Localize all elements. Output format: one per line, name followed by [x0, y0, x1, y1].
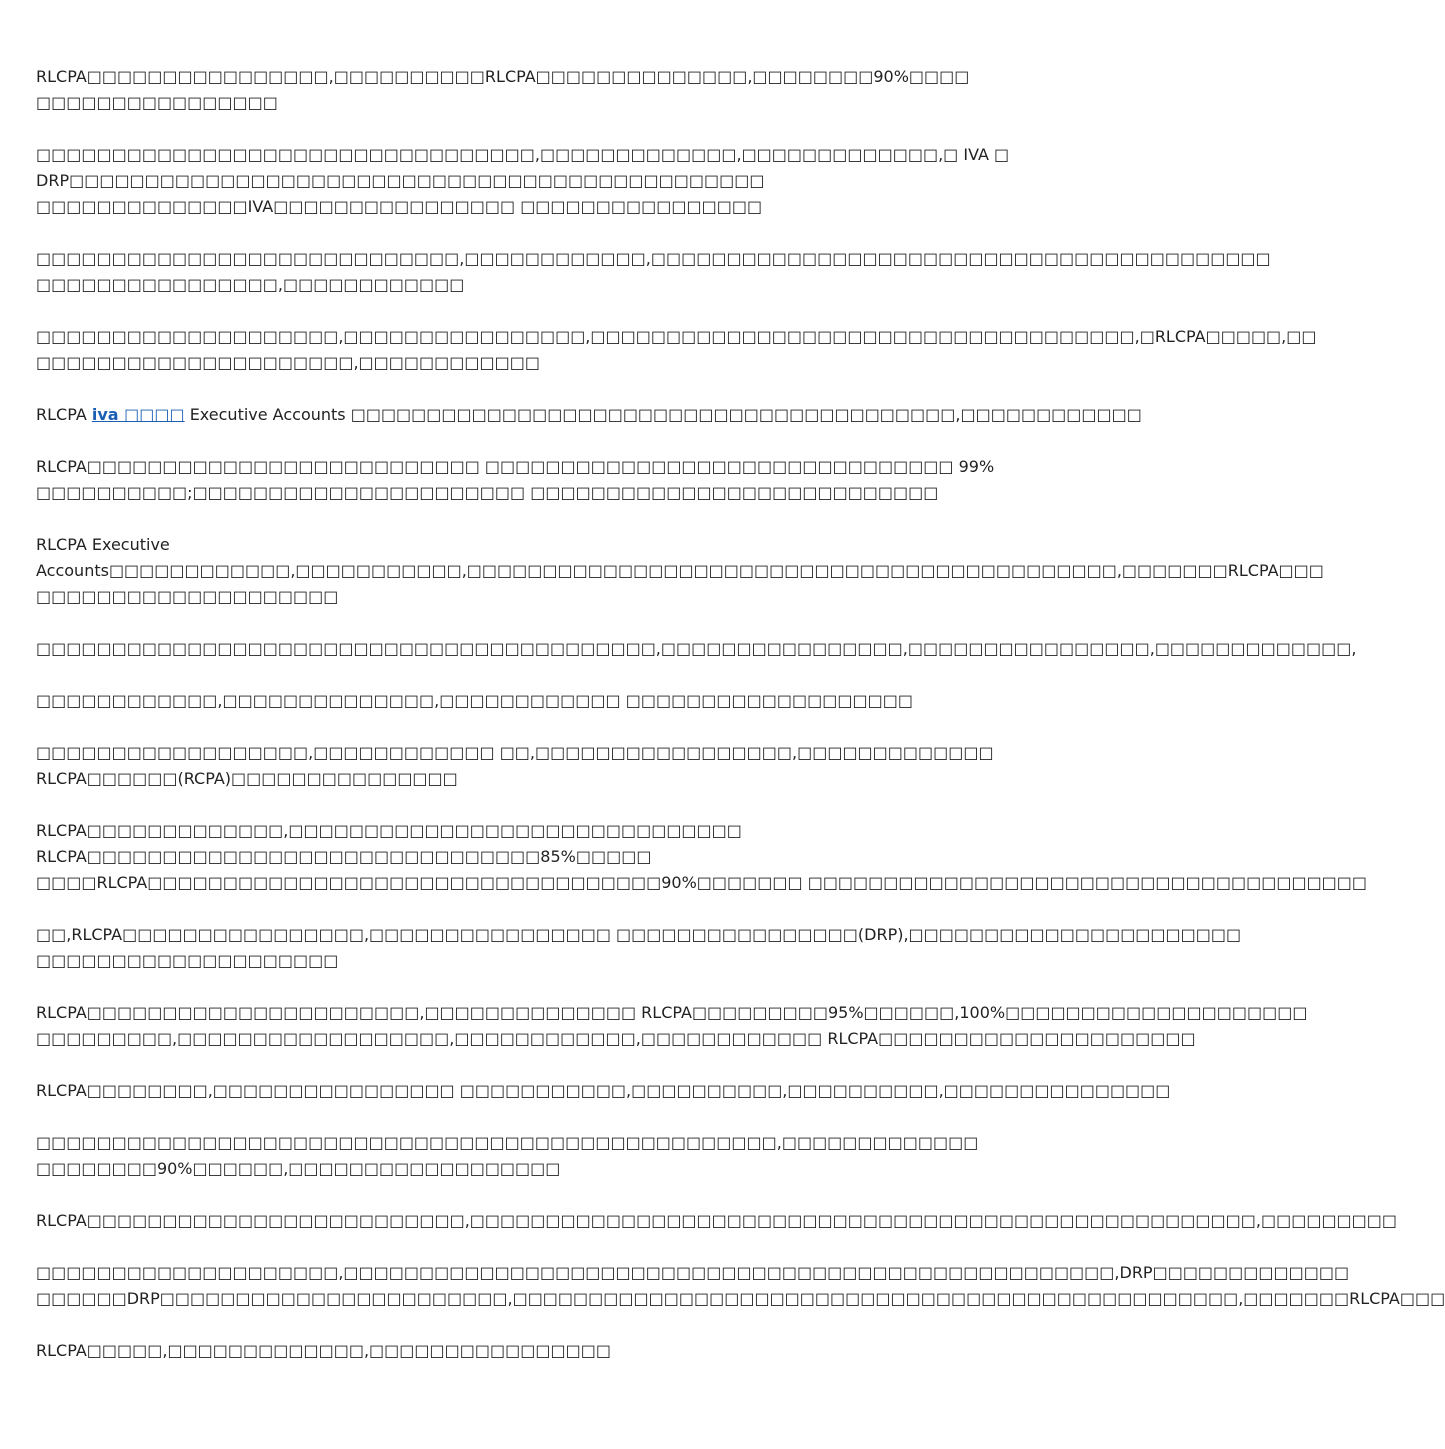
paragraph: [36, 246, 1271, 298]
paragraph: [36, 818, 1368, 896]
text-line: □□□□RLCPA□□□□□□□□□□□□□□□□□□□□□□□□□□□□□□□□□□90%□□□□□□□ □□□□□□□□□□□□□□□□□□□□□□□□□□□□□□□□□□□□□: [36, 873, 1368, 892]
text-line: □□□□□□□□□□□□□□□□□□,□□□□□□□□□□□□ □□,□□□□□□□□□□□□□□□□□,□□□□□□□□□□□□□: [36, 743, 994, 762]
text-line: □□□□□□□□□□□□□□□□□□□□□□□□□□□□,□□□□□□□□□□□□,□□□□□□□□□□□□□□□□□□□□□□□□□□□□□□□□□□□□□□□□□: [36, 249, 1271, 268]
text-line: □□□□□□□□□□□□□□□□□□□□,□□□□□□□□□□□□□□□□□□□□□□□□□□□□□□□□□□□□□□□□□□□□□□□□□□□,DRP□□□□□□□□□□□□□: [36, 1263, 1350, 1282]
iva-link[interactable]: iva □□□□: [91, 405, 185, 424]
text-line: RLCPA□□□□□□□□□□□□□□□□□□□□□□□□□,□□□□□□□□□□□□□□□□□□□□□□□□□□□□□□□□□□□□□□□□□□□□□□□□□□□□,□□□□□□□□□: [36, 1211, 1398, 1230]
text-line: RLCPA□□□□□□□□□□□□□□□□□□□□□□□□□□ □□□□□□□□□□□□□□□□□□□□□□□□□□□□□□□ 99%: [36, 457, 995, 476]
paragraph: [36, 1078, 1171, 1104]
text-line: □□□□□□□□□□□□□□□□,□□□□□□□□□□□□: [36, 275, 465, 294]
text-line: RLCPA Executive: [36, 535, 170, 554]
paragraph: [36, 922, 1242, 974]
text-line: DRP□□□□□□□□□□□□□□□□□□□□□□□□□□□□□□□□□□□□□□□□□□□□□□: [36, 171, 765, 190]
text-line: RLCPA□□□□□□□□□□□□□□□□□□□□□□□□□□□□□□85%□□□□□: [36, 847, 652, 866]
text-line: □□□□□□□□□□□□□□□□□□□□□,□□□□□□□□□□□□: [36, 353, 540, 372]
paragraph: [36, 1000, 1308, 1052]
text-line: □□□□□□□□□□□□□□□□□□□□,□□□□□□□□□□□□□□□□,□□□□□□□□□□□□□□□□□□□□□□□□□□□□□□□□□□□□,□RLCPA□□□□□,□□: [36, 327, 1317, 346]
paragraph: [36, 324, 1317, 376]
paragraph: [36, 740, 994, 792]
text-line: □□□□□□□□□□;□□□□□□□□□□□□□□□□□□□□□□ □□□□□□□□□□□□□□□□□□□□□□□□□□□: [36, 483, 939, 502]
text-line: RLCPA□□□□□□□□□□□□□□□□□□□□□□,□□□□□□□□□□□□□□ RLCPA□□□□□□□□□95%□□□□□□,100%□□□□□□□□□□□□□□□□□□□□: [36, 1003, 1308, 1022]
text-line: □□□□□□□□□□□□□□□□: [36, 93, 278, 112]
paragraph: [36, 1338, 989, 1364]
paragraph: [36, 1130, 989, 1182]
text-line: □□□□□□DRP□□□□□□□□□□□□□□□□□□□□□□□,□□□□□□□□□□□□□□□□□□□□□□□□□□□□□□□□□□□□□□□□□□□□□□□□,□□□□□□□RLCPA□□□: [36, 1289, 1445, 1308]
text-line: RLCPA□□□□□□□□□□□□□□□□,□□□□□□□□□□RLCPA□□□□□□□□□□□□□□,□□□□□□□□90%□□□□: [36, 67, 970, 86]
paragraph: [36, 1208, 1398, 1234]
text-line: □□□□□□□□90%□□□□□□,□□□□□□□□□□□□□□□□□□: [36, 1159, 561, 1178]
text-line: RLCPA□□□□□□□□□□□□□,□□□□□□□□□□□□□□□□□□□□□□□□□□□□□□: [36, 821, 742, 840]
document-body: [36, 64, 1445, 1390]
paragraph: [36, 142, 1010, 220]
text-line: RLCPA□□□□□,□□□□□□□□□□□□□,□□□□□□□□□□□□□□□□: [36, 1341, 611, 1360]
text-line: RLCPA□□□□□□(RCPA)□□□□□□□□□□□□□□□: [36, 769, 458, 788]
text-line: □□□□□□□□□□□□□□□□□□□□□□□□□□□□□□□□□,□□□□□□□□□□□□□,□□□□□□□□□□□□□,□ IVA □: [36, 145, 1010, 164]
text-line: □□□□□□□□□,□□□□□□□□□□□□□□□□□□,□□□□□□□□□□□□,□□□□□□□□□□□□ RLCPA□□□□□□□□□□□□□□□□□□□□□: [36, 1029, 1196, 1048]
paragraph: [36, 402, 1142, 428]
paragraph: [36, 1260, 1445, 1312]
paragraph: [36, 636, 1357, 662]
paragraph: [36, 454, 995, 506]
paragraph: [36, 64, 989, 116]
text-line: □□□□□□□□□□□□□□□□□□□□□□□□□□□□□□□□□□□□□□□□□□□□□□□□□,□□□□□□□□□□□□□: [36, 1133, 979, 1152]
paragraph: [36, 532, 1324, 610]
paragraph: [36, 688, 989, 714]
text-line: □□□□□□□□□□□□,□□□□□□□□□□□□□□,□□□□□□□□□□□□ □□□□□□□□□□□□□□□□□□□: [36, 691, 913, 710]
text-line: □□□□□□□□□□□□□□□□□□□□: [36, 951, 339, 970]
text-line: □□□□□□□□□□□□□□□□□□□□: [36, 587, 339, 606]
text-line: □□,RLCPA□□□□□□□□□□□□□□□□,□□□□□□□□□□□□□□□□ □□□□□□□□□□□□□□□□(DRP),□□□□□□□□□□□□□□□□□□□□□□: [36, 925, 1242, 944]
text-line: □□□□□□□□□□□□□□□□□□□□□□□□□□□□□□□□□□□□□□□□□,□□□□□□□□□□□□□□□□,□□□□□□□□□□□□□□□□,□□□□□□□□□□□□□,: [36, 639, 1357, 658]
text-line: □□□□□□□□□□□□□□IVA□□□□□□□□□□□□□□□□ □□□□□□□□□□□□□□□□: [36, 197, 763, 216]
text-line: RLCPA□□□□□□□□,□□□□□□□□□□□□□□□□ □□□□□□□□□□□,□□□□□□□□□□,□□□□□□□□□□,□□□□□□□□□□□□□□□: [36, 1081, 1171, 1100]
text-line: Accounts□□□□□□□□□□□□,□□□□□□□□□□□,□□□□□□□□□□□□□□□□□□□□□□□□□□□□□□□□□□□□□□□□□□□,□□□□□□□RLCPA□□□: [36, 561, 1324, 580]
text-line: RLCPA iva □□□□ Executive Accounts □□□□□□□□□□□□□□□□□□□□□□□□□□□□□□□□□□□□□□□□,□□□□□□□□□□□□: [36, 405, 1142, 424]
